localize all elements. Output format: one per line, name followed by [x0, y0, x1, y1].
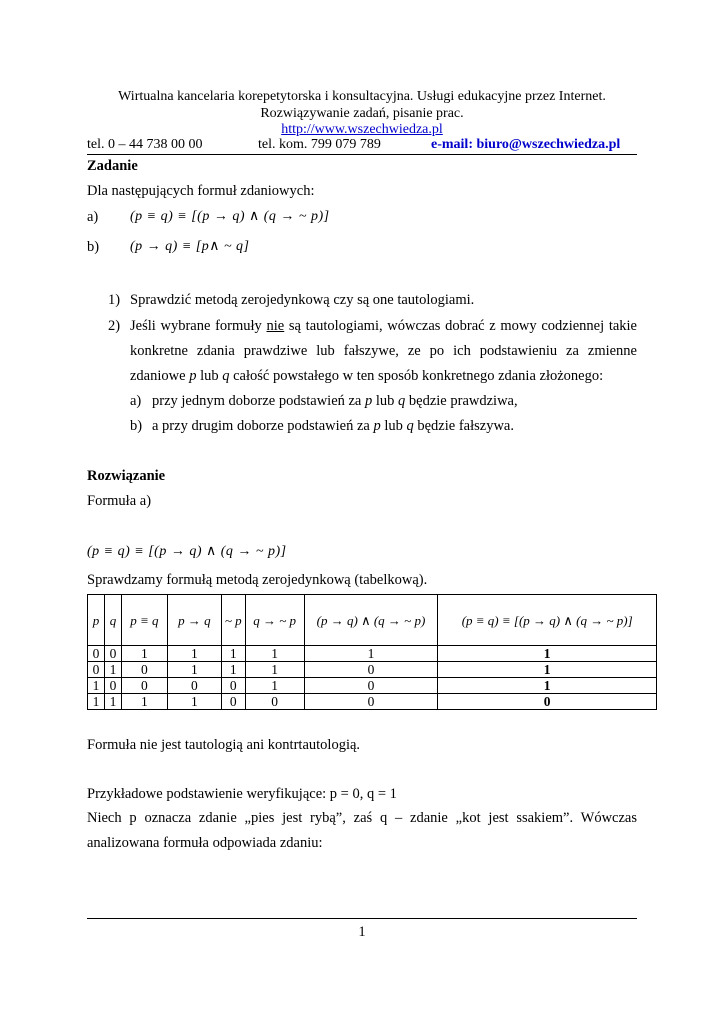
table-cell: 0: [121, 662, 167, 678]
item-2-line-3: zdaniowe p lub q całość powstałego w ten sposób konkretnego zdania złożonego:: [130, 368, 604, 384]
header-line-2: Rozwiązywanie zadań, pisanie prac.: [260, 106, 464, 121]
table-cell: 0: [304, 678, 438, 694]
table-cell-result: 1: [438, 646, 657, 662]
table-row: [88, 662, 657, 678]
item-2-number: 2): [108, 318, 121, 334]
table-cell-result: 0: [438, 694, 657, 710]
table-cell: 0: [104, 678, 121, 694]
task-heading: Zadanie: [87, 158, 138, 174]
header-line-1: Wirtualna kancelaria korepetytorska i konsultacyjna. Usługi edukacyjne przez Internet.: [118, 89, 606, 104]
sub-a-text: przy jednym doborze podstawień za p lub q będzie prawdziwa,: [152, 393, 518, 409]
item-1-text: Sprawdzić metodą zerojedynkową czy są one tautologiami.: [130, 292, 475, 308]
truth-table: [87, 594, 657, 710]
table-cell: 1: [121, 694, 167, 710]
table-cell: 1: [221, 646, 245, 662]
table-cell: 1: [104, 662, 121, 678]
table-cell: 0: [121, 678, 167, 694]
sub-a-number: a): [130, 393, 142, 409]
niech-line-2: analizowana formuła odpowiada zdaniu:: [87, 835, 323, 851]
table-cell-result: 1: [438, 678, 657, 694]
check-text: Sprawdzamy formułą metodą zerojedynkową (tabelkową).: [87, 572, 428, 588]
phone: tel. 0 – 44 738 00 00: [87, 137, 203, 152]
header-conjunction: (p → q) ∧ (q → ~ p): [304, 595, 438, 646]
mobile-phone: tel. kom. 799 079 789: [258, 137, 381, 152]
table-cell: 1: [304, 646, 438, 662]
table-cell: 1: [104, 694, 121, 710]
table-cell: 0: [304, 662, 438, 678]
table-cell: 1: [167, 694, 221, 710]
niech-line-1: Niech p oznacza zdanie „pies jest rybą”, zaś q – zdanie „kot jest ssakiem”. Wówczas: [87, 810, 637, 826]
table-header-row: [88, 595, 657, 646]
table-cell: 1: [245, 662, 304, 678]
table-row: [88, 678, 657, 694]
table-cell: 0: [104, 646, 121, 662]
header-q: q: [104, 595, 121, 646]
table-cell: 0: [88, 646, 105, 662]
table-cell: 0: [88, 662, 105, 678]
table-cell: 1: [88, 678, 105, 694]
table-cell: 0: [221, 678, 245, 694]
table-cell: 1: [88, 694, 105, 710]
header-p-impl-q: p → q: [167, 595, 221, 646]
sub-b-text: a przy drugim doborze podstawień za p lub q będzie fałszywa.: [152, 418, 514, 434]
table-cell: 0: [304, 694, 438, 710]
table-cell: 1: [167, 662, 221, 678]
website-link[interactable]: http://www.wszechwiedza.pl: [281, 122, 443, 137]
header-q-impl-not-p: q → ~ p: [245, 595, 304, 646]
table-cell: 1: [121, 646, 167, 662]
example-substitution: Przykładowe podstawienie weryfikujące: p = 0, q = 1: [87, 786, 397, 802]
table-cell: 0: [245, 694, 304, 710]
table-cell: 0: [167, 678, 221, 694]
item-2-line-1: Jeśli wybrane formuły nie są tautologiami, wówczas dobrać z mowy codziennej takie: [130, 318, 637, 334]
formula-a-label: a): [87, 209, 99, 225]
table-cell: 1: [221, 662, 245, 678]
header-p: p: [88, 595, 105, 646]
formula-b-label: b): [87, 239, 100, 255]
sub-b-number: b): [130, 418, 143, 434]
email-link[interactable]: e-mail: biuro@wszechwiedza.pl: [431, 137, 621, 152]
table-row: [88, 694, 657, 710]
header-not-p: ~ p: [221, 595, 245, 646]
table-cell: 1: [167, 646, 221, 662]
header-full-formula: (p ≡ q) ≡ [(p → q) ∧ (q → ~ p)]: [438, 595, 657, 646]
solution-formula: (p ≡ q) ≡ [(p → q) ∧ (q → ~ p)]: [87, 544, 287, 559]
page-number: 1: [358, 924, 366, 940]
conclusion: Formuła nie jest tautologią ani kontrtautologią.: [87, 737, 361, 753]
header-p-eq-q: p ≡ q: [121, 595, 167, 646]
item-2-line-2: konkretne zdania prawdziwe lub fałszywe, ze po ich podstawieniu za zmienne: [130, 343, 637, 359]
solution-heading: Rozwiązanie: [87, 468, 166, 484]
table-cell-result: 1: [438, 662, 657, 678]
table-cell: 0: [221, 694, 245, 710]
task-intro: Dla następujących formuł zdaniowych:: [87, 183, 315, 199]
footer-divider: [87, 918, 637, 919]
item-1-number: 1): [108, 292, 121, 308]
table-cell: 1: [245, 678, 304, 694]
formula-a: (p ≡ q) ≡ [(p → q) ∧ (q → ~ p)]: [130, 209, 330, 224]
formula-a-title: Formuła a): [87, 493, 152, 509]
formula-b: (p → q) ≡ [p∧ ~ q]: [130, 239, 250, 254]
table-cell: 1: [245, 646, 304, 662]
contact-bar: [87, 137, 637, 155]
table-row: [88, 646, 657, 662]
